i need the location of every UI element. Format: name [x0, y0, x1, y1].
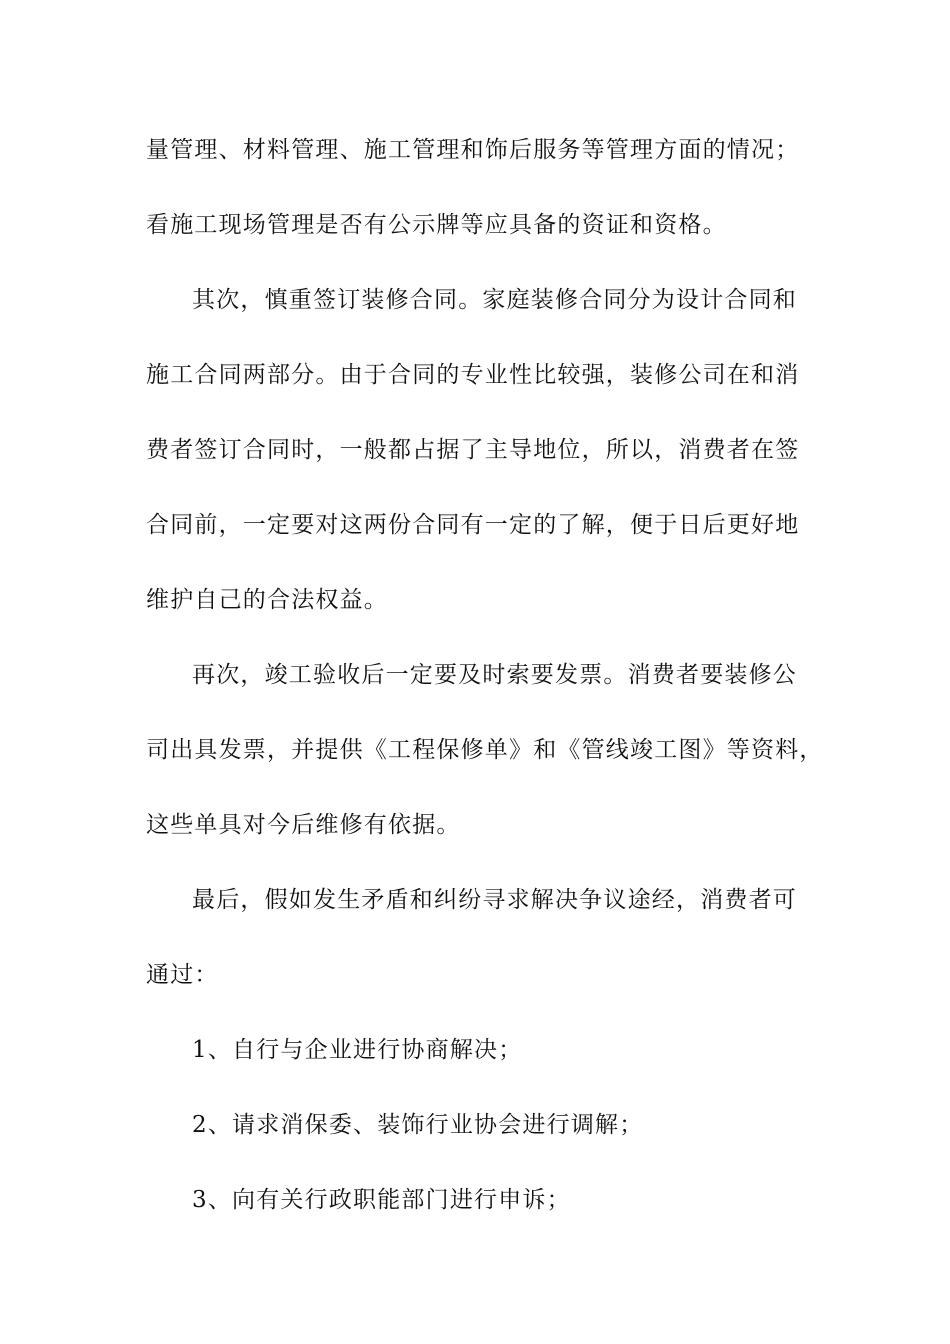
text-line: 司出具发票，并提供《工程保修单》和《管线竣工图》等资料，	[146, 737, 824, 763]
text-line: 这些单具对今后维修有依据。	[146, 812, 461, 838]
text-line: 看施工现场管理是否有公示牌等应具备的资证和资格。	[146, 212, 727, 238]
list-item: 2、请求消保委、装饰行业协会进行调解；	[192, 1112, 644, 1138]
text-line: 施工合同两部分。由于合同的专业性比较强，装修公司在和消	[146, 362, 800, 388]
list-item: 1、自行与企业进行协商解决；	[192, 1037, 523, 1063]
paragraph-start-line: 其次，慎重签订装修合同。家庭装修合同分为设计合同和	[192, 287, 797, 313]
text-line: 量管理、材料管理、施工管理和饰后服务等管理方面的情况；	[146, 137, 800, 163]
list-item: 3、向有关行政职能部门进行申诉；	[192, 1187, 571, 1213]
text-line: 维护自己的合法权益。	[146, 587, 388, 613]
text-line: 通过：	[146, 962, 219, 988]
paragraph-start-line: 再次，竣工验收后一定要及时索要发票。消费者要装修公	[192, 662, 797, 688]
text-line: 合同前，一定要对这两份合同有一定的了解，便于日后更好地	[146, 512, 800, 538]
text-line: 费者签订合同时，一般都占据了主导地位，所以，消费者在签	[146, 437, 800, 463]
paragraph-start-line: 最后，假如发生矛盾和纠纷寻求解决争议途经，消费者可	[192, 887, 797, 913]
